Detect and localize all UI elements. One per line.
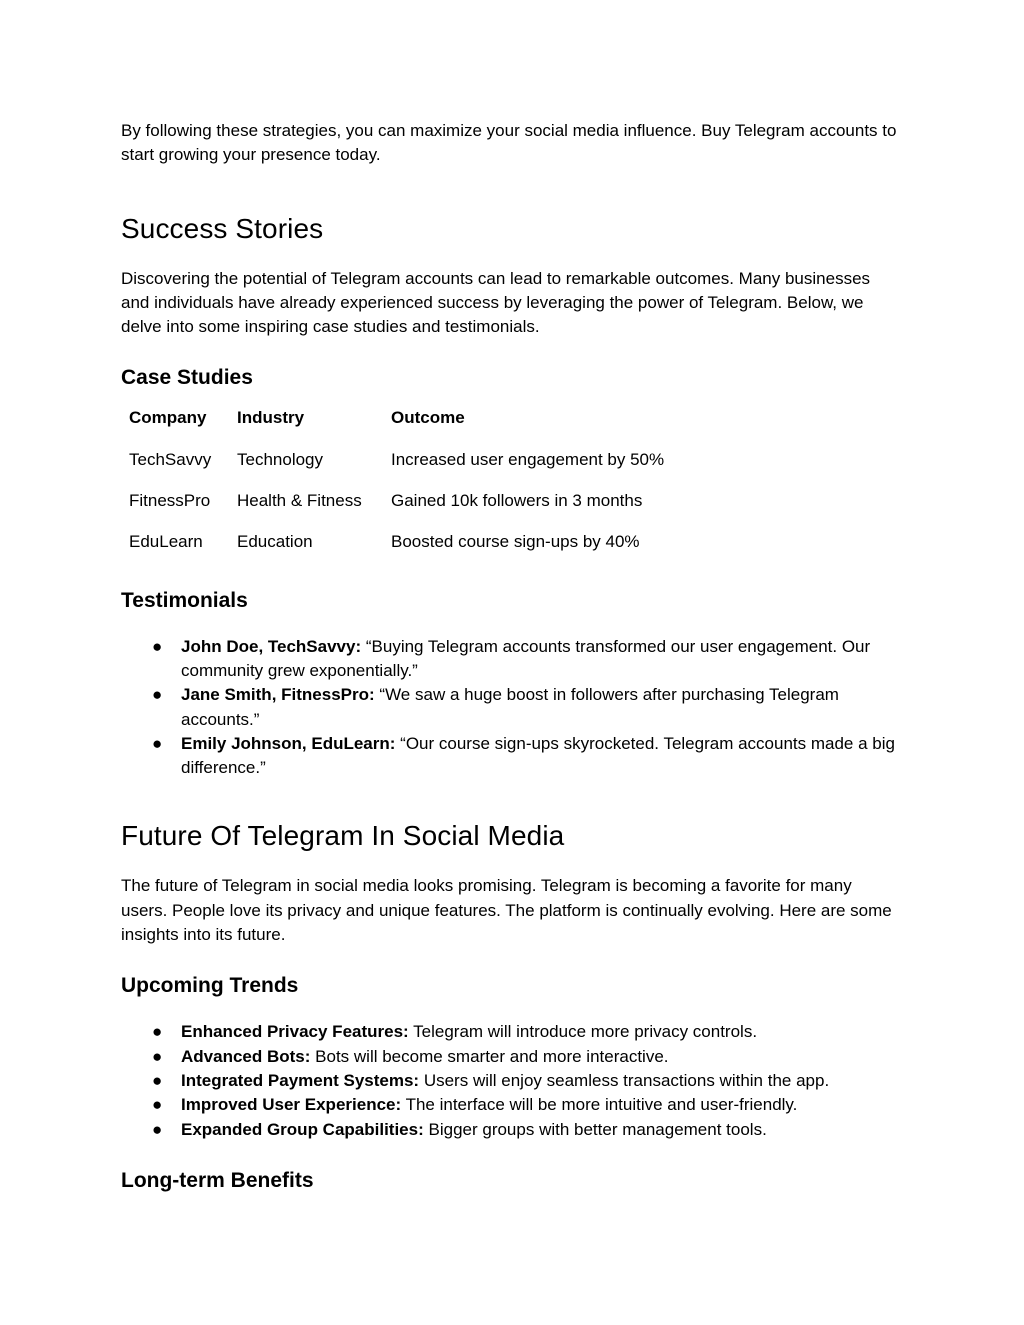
cell-industry: Health & Fitness [237, 491, 362, 511]
bullet-icon: ● [152, 1070, 163, 1090]
table-row [121, 530, 671, 571]
trend-text: The interface will be more intuitive and user-friendly. [405, 1095, 798, 1115]
cell-outcome: Increased user engagement by 50% [391, 449, 665, 469]
bullet-icon: ● [152, 1095, 163, 1115]
trend-text: Bots will become smarter and more interactive. [315, 1046, 669, 1066]
bullet-icon: ● [152, 1119, 163, 1139]
bullet-icon: ● [152, 1046, 163, 1066]
table-row [121, 448, 671, 489]
testimonial-quote: “We saw a huge boost in followers after purchasing Telegram accounts.” [181, 685, 839, 729]
list-item [121, 1118, 901, 1142]
testimonial-quote: “Buying Telegram accounts transformed our user engagement. Our community grew exponentially.” [181, 636, 871, 680]
list-item [121, 683, 901, 732]
cell-company: FitnessPro [129, 491, 211, 511]
cell-outcome: Boosted course sign-ups by 40% [391, 532, 640, 552]
testimonial-quote: “Our course sign-ups skyrocketed. Telegram accounts made a big difference.” [181, 733, 895, 778]
cell-industry: Technology [237, 449, 324, 469]
trend-label: Enhanced Privacy Features: [181, 1022, 409, 1042]
table-row [121, 489, 671, 530]
list-item [121, 1069, 901, 1093]
trend-label: Improved User Experience: [181, 1095, 402, 1115]
future-heading: Future Of Telegram In Social Media [121, 820, 565, 852]
cell-industry: Education [237, 532, 313, 552]
trends-list [121, 1020, 901, 1141]
table-header-row [121, 406, 671, 447]
trend-text: Users will enjoy seamless transactions within the app. [423, 1070, 830, 1090]
bullet-icon: ● [152, 1022, 163, 1042]
testimonial-author: John Doe, TechSavvy: [181, 636, 362, 656]
cell-company: TechSavvy [129, 449, 212, 469]
upcoming-trends-heading: Upcoming Trends [121, 974, 299, 998]
cell-company: EduLearn [129, 532, 203, 552]
intro-paragraph: By following these strategies, you can maximize your social media influence. Buy Telegram accounts to start growing your presence today. [121, 121, 897, 165]
success-stories-paragraph: Discovering the potential of Telegram accounts can lead to remarkable outcomes. Many businesses and individuals have already experienced success by leveraging the power of Telegram. Below, we delve into some inspiring case studies and testimonials. [121, 268, 871, 337]
trend-label: Advanced Bots: [181, 1046, 311, 1066]
case-studies-heading: Case Studies [121, 366, 253, 390]
page-content [121, 119, 901, 1194]
bullet-icon: ● [152, 636, 163, 656]
trend-text: Bigger groups with better management tools. [428, 1119, 767, 1139]
list-item [121, 635, 901, 684]
list-item [121, 1020, 901, 1044]
testimonials-heading: Testimonials [121, 588, 248, 612]
column-header-industry: Industry [237, 408, 305, 428]
trend-label: Expanded Group Capabilities: [181, 1119, 424, 1139]
testimonial-author: Emily Johnson, EduLearn: [181, 733, 396, 753]
success-stories-heading: Success Stories [121, 212, 324, 244]
trend-label: Integrated Payment Systems: [181, 1070, 420, 1090]
column-header-company: Company [129, 408, 207, 428]
list-item [121, 1045, 901, 1069]
list-item [121, 1093, 901, 1117]
testimonials-list [121, 635, 901, 781]
case-studies-table [121, 406, 671, 571]
trend-text: Telegram will introduce more privacy controls. [413, 1022, 758, 1042]
cell-outcome: Gained 10k followers in 3 months [391, 491, 643, 511]
long-term-benefits-heading: Long-term Benefits [121, 1168, 314, 1192]
bullet-icon: ● [152, 733, 163, 753]
future-paragraph: The future of Telegram in social media looks promising. Telegram is becoming a favorite for many users. People love its privacy and unique features. The platform is continually evolving. Here are some insights into its future. [121, 876, 892, 945]
testimonial-author: Jane Smith, FitnessPro: [181, 685, 375, 705]
bullet-icon: ● [152, 685, 163, 705]
list-item [121, 732, 901, 781]
column-header-outcome: Outcome [391, 408, 465, 428]
